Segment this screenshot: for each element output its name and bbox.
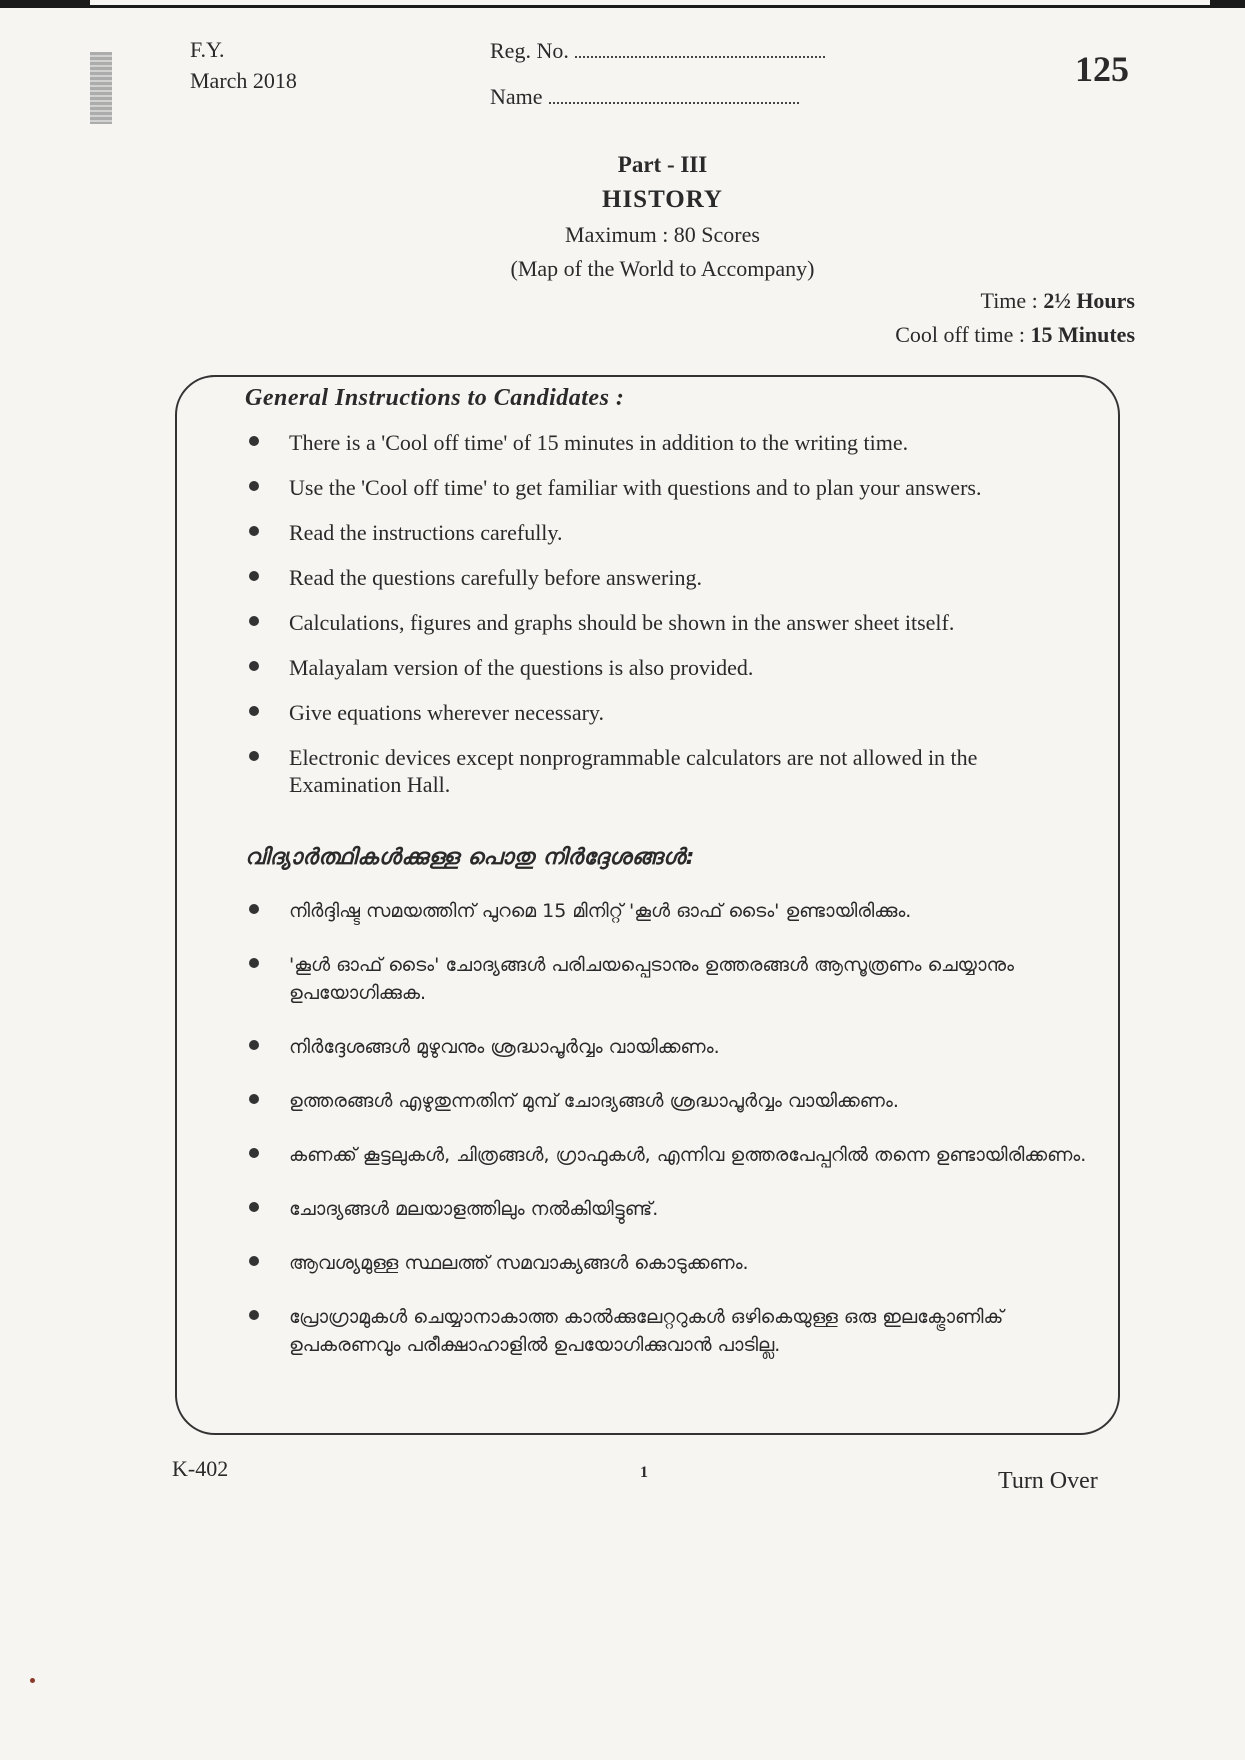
instructions-box [175,375,1120,1435]
bullet-icon [249,1040,259,1050]
list-item: നിർദ്ദിഷ്ട സമയത്തിന് പുറമെ 15 മിനിറ്റ് 'കൂൾ ഓഫ് ടൈം' ഉണ്ടായിരിക്കും. [249,897,1088,925]
bullet-icon [249,751,259,761]
bullet-icon [249,1148,259,1158]
list-item: ആവശ്യമുള്ള സ്ഥലത്ത് സമവാക്യങ്ങൾ കൊടുക്കണം. [249,1249,1088,1277]
list-item: Electronic devices except nonprogrammable calculators are not allowed in the Examination Hall. [249,744,1088,798]
name-blank [549,88,799,104]
list-item: Read the instructions carefully. [249,519,1088,546]
list-item: Malayalam version of the questions is also provided. [249,654,1088,681]
cool-off-label: Cool off time : [895,322,1025,347]
cool-off-value: 15 Minutes [1030,322,1135,347]
instructions-ml-list [249,897,1088,1385]
bullet-icon [249,1202,259,1212]
time-line [981,288,1135,314]
list-item: Use the 'Cool off time' to get familiar with questions and to plan your answers. [249,474,1088,501]
scan-mark [90,52,112,124]
list-item: There is a 'Cool off time' of 15 minutes in addition to the writing time. [249,429,1088,456]
instructions-en-list [249,429,1088,816]
bullet-icon [249,706,259,716]
bullet-icon [249,661,259,671]
scan-top-band [0,0,1245,8]
list-item: ഉത്തരങ്ങൾ എഴുതുന്നതിന് മുമ്പ് ചോദ്യങ്ങൾ ശ്രദ്ധാപൂർവ്വം വായിക്കണം. [249,1087,1088,1115]
instructions-ml-heading: വിദ്യാർത്ഥികൾക്കുള്ള പൊതു നിർദ്ദേശങ്ങൾ: [245,845,695,870]
turn-over-note: Turn Over [998,1468,1098,1494]
exam-session [190,34,297,96]
list-item: ചോദ്യങ്ങൾ മലയാളത്തിലും നൽകിയിട്ടുണ്ട്. [249,1195,1088,1223]
time-label: Time : [980,288,1038,313]
bullet-icon [249,436,259,446]
subject-title: HISTORY [602,186,723,213]
session-label: March 2018 [190,68,297,93]
bullet-icon [249,526,259,536]
list-item: കണക്ക് കൂട്ടലുകൾ, ചിത്രങ്ങൾ, ഗ്രാഫുകൾ, എന്നിവ ഉത്തരപേപ്പറിൽ തന്നെ ഉണ്ടായിരിക്കണം. [249,1141,1088,1169]
part-title: Part - III [617,152,708,177]
bullet-icon [249,958,259,968]
cool-off-line [895,322,1135,348]
reg-no-field [490,38,825,64]
list-item: നിർദ്ദേശങ്ങൾ മുഴുവനും ശ്രദ്ധാപൂർവ്വം വായിക്കണം. [249,1033,1088,1061]
bullet-icon [249,616,259,626]
list-item: Calculations, figures and graphs should be shown in the answer sheet itself. [249,609,1088,636]
name-field [490,84,799,110]
list-item: പ്രോഗ്രാമുകൾ ചെയ്യാനാകാത്ത കാൽക്കുലേറ്ററുകൾ ഒഴികെയുള്ള ഒരു ഇലക്ട്രോണിക് ഉപകരണവും പരീക്ഷാഹാളിൽ ഉപയോഗിക്കുവാൻ പാടില്ല. [249,1303,1088,1359]
reg-no-label: Reg. No. [490,38,569,63]
instructions-en-heading: General Instructions to Candidates : [245,385,625,411]
map-note: (Map of the World to Accompany) [510,256,815,281]
scan-speck [30,1678,35,1683]
bullet-icon [249,1310,259,1320]
paper-code: 125 [1075,49,1129,89]
reg-no-blank [575,42,825,58]
list-item: 'കൂൾ ഓഫ് ടൈം' ചോദ്യങ്ങൾ പരിചയപ്പെടാനും ഉത്തരങ്ങൾ ആസൂത്രണം ചെയ്യാനും ഉപയോഗിക്കുക. [249,951,1088,1007]
page-number: 1 [640,1464,648,1481]
bullet-icon [249,904,259,914]
list-item: Read the questions carefully before answering. [249,564,1088,591]
bullet-icon [249,571,259,581]
stream-label: F.Y. [190,37,225,62]
name-label: Name [490,84,543,109]
bullet-icon [249,1256,259,1266]
paper-code-footer: K-402 [172,1456,229,1481]
list-item: Give equations wherever necessary. [249,699,1088,726]
maximum-scores: Maximum : 80 Scores [565,222,760,247]
time-value: 2½ Hours [1043,288,1135,313]
bullet-icon [249,481,259,491]
bullet-icon [249,1094,259,1104]
